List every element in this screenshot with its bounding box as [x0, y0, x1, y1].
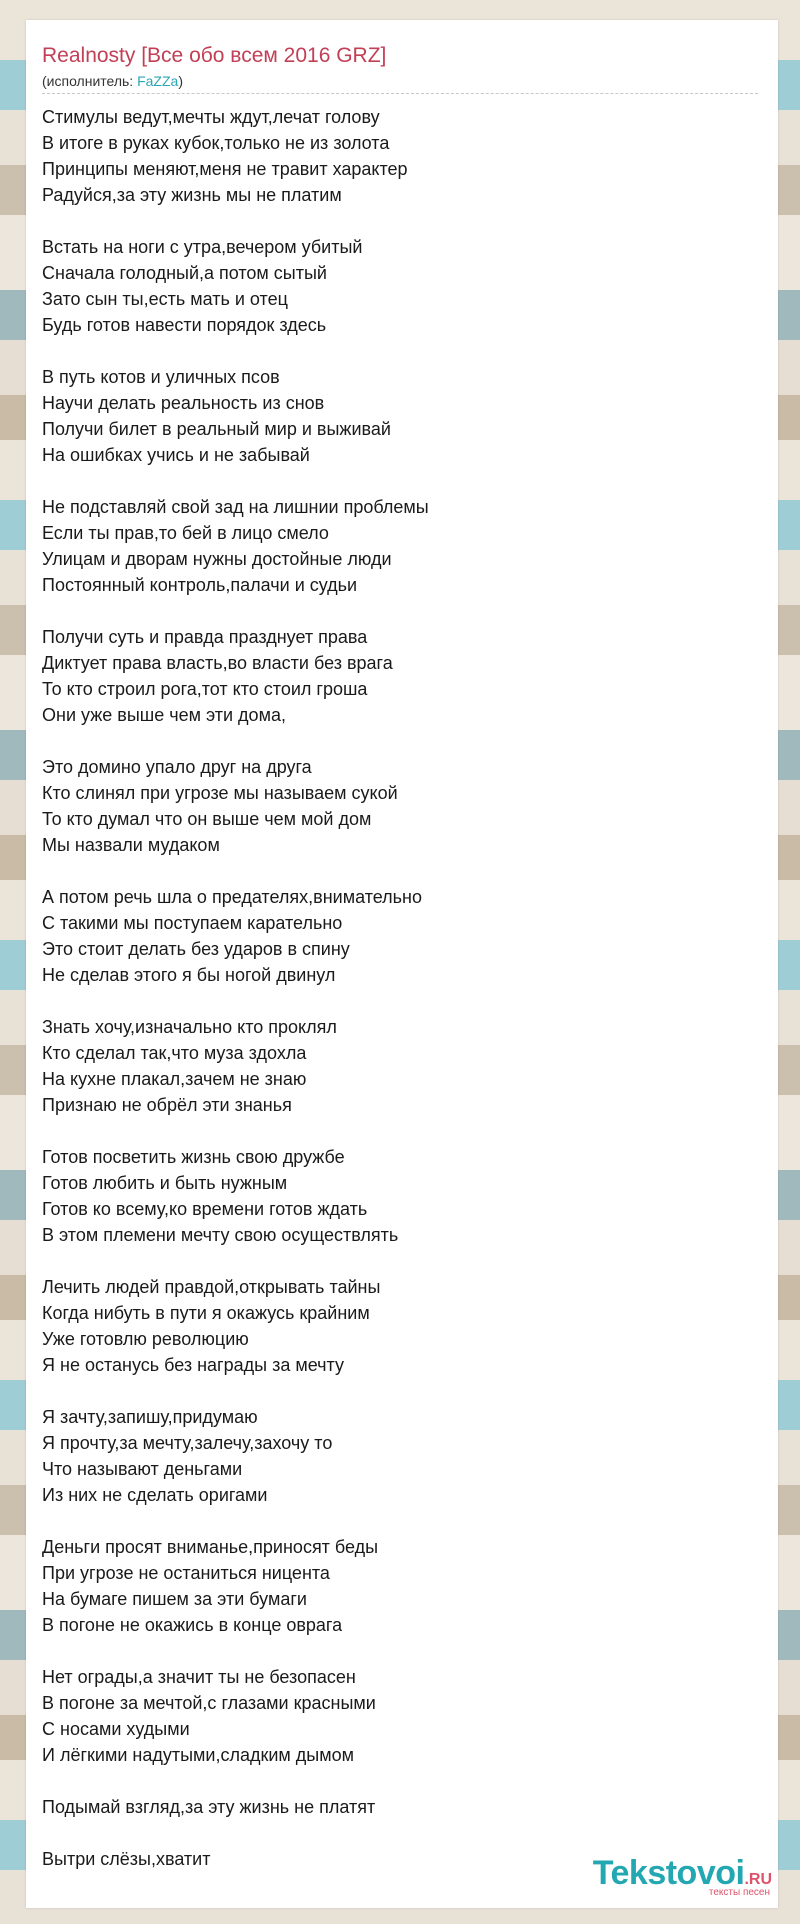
lyrics-line: При угрозе не останиться ницента [42, 1563, 330, 1583]
logo-tagline: тексты песен [708, 1887, 770, 1898]
lyrics-line: На ошибках учись и не забывай [42, 445, 310, 465]
lyrics-stanza [42, 754, 742, 858]
lyrics-card [26, 20, 778, 1908]
lyrics-stanza [42, 1144, 742, 1248]
site-logo[interactable] [593, 1856, 772, 1898]
lyrics-line: Готов ко всему,ко времени готов ждать [42, 1199, 368, 1219]
logo-brand: Tekstovoi [592, 1854, 745, 1892]
lyrics-line: С такими мы поступаем карательно [42, 913, 343, 933]
lyrics-line: То кто думал что он выше чем мой дом [42, 809, 372, 829]
lyrics-line: Получи суть и правда празднует права [42, 627, 368, 647]
lyrics-line: Деньги просят вниманье,приносят беды [42, 1537, 379, 1557]
lyrics-stanza [42, 104, 742, 208]
lyrics-line: В этом племени мечту свою осуществлять [42, 1225, 399, 1245]
artist-prefix: (исполнитель: [42, 73, 138, 89]
lyrics-line: Лечить людей правдой,открывать тайны [42, 1277, 381, 1297]
lyrics-line: Принципы меняют,меня не травит характер [42, 159, 408, 179]
lyrics-line: Улицам и дворам нужны достойные люди [42, 549, 392, 569]
lyrics-stanza [42, 1274, 742, 1378]
lyrics-line: Когда нибуть в пути я окажусь крайним [42, 1303, 370, 1323]
lyrics-line: Радуйся,за эту жизнь мы не платим [42, 185, 342, 205]
lyrics-line: На бумаге пишем за эти бумаги [42, 1589, 307, 1609]
lyrics-line: Встать на ноги с утра,вечером убитый [42, 237, 363, 257]
lyrics-line: Я не останусь без награды за мечту [42, 1355, 344, 1375]
lyrics-line: В погоне за мечтой,с глазами красными [42, 1693, 376, 1713]
lyrics-stanza [42, 364, 742, 468]
lyrics-line: Диктует права власть,во власти без врага [42, 653, 393, 673]
lyrics-line: Из них не сделать оригами [42, 1485, 268, 1505]
lyrics-line: Я зачту,запишу,придумаю [42, 1407, 258, 1427]
artist-line [42, 73, 183, 89]
lyrics-stanza [42, 1404, 742, 1508]
lyrics-line: Уже готовлю революцию [42, 1329, 249, 1349]
lyrics-line: Постоянный контроль,палачи и судьи [42, 575, 358, 595]
lyrics-line: Знать хочу,изначально кто проклял [42, 1017, 337, 1037]
lyrics-line: Это стоит делать без ударов в спину [42, 939, 350, 959]
lyrics-stanza [42, 1534, 742, 1638]
logo-tld: .RU [744, 1871, 772, 1888]
lyrics-line: Получи билет в реальный мир и выживай [42, 419, 391, 439]
lyrics-line: С носами худыми [42, 1719, 190, 1739]
title-divider [42, 93, 758, 94]
lyrics-line: В погоне не окажись в конце оврага [42, 1615, 343, 1635]
lyrics-stanza [42, 1014, 742, 1118]
lyrics-line: Вытри слёзы,хватит [42, 1849, 211, 1869]
lyrics-line: А потом речь шла о предателях,внимательно [42, 887, 422, 907]
artist-link[interactable]: FaZZa [137, 73, 179, 89]
lyrics-stanza [42, 624, 742, 728]
lyrics-line: Они уже выше чем эти дома, [42, 705, 286, 725]
lyrics-line: В итоге в руках кубок,только не из золота [42, 133, 390, 153]
lyrics-stanza [42, 494, 742, 598]
lyrics-line: Научи делать реальность из снов [42, 393, 325, 413]
lyrics-line: Мы назвали мудаком [42, 835, 220, 855]
lyrics-line: Что называют деньгами [42, 1459, 243, 1479]
lyrics-stanza [42, 1664, 742, 1768]
lyrics-line: В путь котов и уличных псов [42, 367, 280, 387]
lyrics-line: Не подставляй свой зад на лишнии проблемы [42, 497, 429, 517]
lyrics-line: Если ты прав,то бей в лицо смело [42, 523, 329, 543]
lyrics-line: Зато сын ты,есть мать и отец [42, 289, 288, 309]
lyrics-line: Признаю не обрёл эти знанья [42, 1095, 292, 1115]
lyrics-stanza [42, 234, 742, 338]
lyrics-line: Нет ограды,а значит ты не безопасен [42, 1667, 356, 1687]
lyrics-line: На кухне плакал,зачем не знаю [42, 1069, 307, 1089]
lyrics-line: Кто сделал так,что муза здохла [42, 1043, 307, 1063]
lyrics-line: И лёгкими надутыми,сладким дымом [42, 1745, 354, 1765]
lyrics-line: Не сделав этого я бы ногой двинул [42, 965, 336, 985]
lyrics-line: Подымай взгляд,за эту жизнь не платят [42, 1797, 376, 1817]
lyrics-body [42, 104, 742, 1898]
lyrics-line: Будь готов навести порядок здесь [42, 315, 327, 335]
lyrics-stanza [42, 1794, 742, 1820]
lyrics-line: Это домино упало друг на друга [42, 757, 312, 777]
lyrics-line: То кто строил рога,тот кто стоил гроша [42, 679, 368, 699]
artist-suffix: ) [178, 73, 183, 89]
lyrics-line: Кто слинял при угрозе мы называем сукой [42, 783, 398, 803]
lyrics-line: Я прочту,за мечту,залечу,захочу то [42, 1433, 333, 1453]
lyrics-line: Готов любить и быть нужным [42, 1173, 288, 1193]
lyrics-line: Стимулы ведут,мечты ждут,лечат голову [42, 107, 380, 127]
lyrics-stanza [42, 884, 742, 988]
lyrics-line: Готов посветить жизнь свою дружбе [42, 1147, 345, 1167]
song-title: Realnosty [Все обо всем 2016 GRZ] [42, 44, 387, 67]
lyrics-line: Сначала голодный,а потом сытый [42, 263, 327, 283]
